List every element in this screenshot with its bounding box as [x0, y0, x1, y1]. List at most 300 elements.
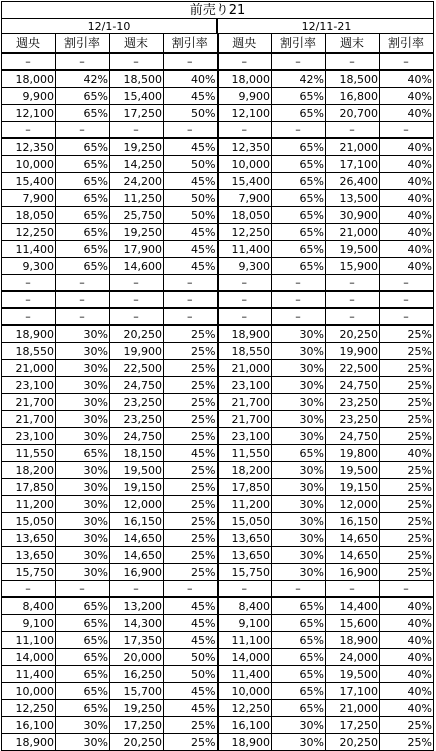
table-cell: 30%	[56, 377, 110, 394]
table-cell: 17,350	[110, 632, 164, 649]
table-cell: 12,250	[218, 700, 272, 717]
table-row	[2, 734, 434, 751]
table-cell: 30%	[56, 343, 110, 360]
table-cell: 45%	[164, 597, 218, 615]
table-cell: 40%	[380, 683, 434, 700]
table-cell: 25,750	[110, 207, 164, 224]
table-cell: 30%	[56, 428, 110, 445]
table-cell: 25%	[164, 411, 218, 428]
table-cell: 40%	[380, 649, 434, 666]
table-cell: –	[164, 275, 218, 292]
table-cell: 18,500	[110, 70, 164, 88]
table-cell: 18,550	[218, 343, 272, 360]
table-cell: 42%	[272, 70, 326, 88]
table-cell: 13,650	[2, 547, 56, 564]
table-cell: 20,700	[326, 105, 380, 122]
table-cell: –	[2, 275, 56, 292]
table-cell: 25%	[164, 462, 218, 479]
table-cell: 25%	[380, 547, 434, 564]
table-cell: 25%	[380, 394, 434, 411]
table-row	[2, 122, 434, 139]
table-cell: 8,400	[2, 597, 56, 615]
table-cell: 65%	[272, 224, 326, 241]
table-cell: 15,050	[218, 513, 272, 530]
fare-sheet	[1, 1, 434, 751]
table-cell: 45%	[164, 173, 218, 190]
table-cell: 15,750	[2, 564, 56, 581]
table-cell: 30,900	[326, 207, 380, 224]
table-cell: 25%	[380, 462, 434, 479]
table-cell: 25%	[164, 547, 218, 564]
table-row	[2, 479, 434, 496]
table-cell: –	[326, 308, 380, 325]
table-cell: 65%	[56, 173, 110, 190]
table-cell: 65%	[272, 700, 326, 717]
table-cell: 65%	[272, 138, 326, 156]
table-cell: –	[380, 53, 434, 70]
table-cell: 9,900	[2, 88, 56, 105]
table-cell: 40%	[380, 156, 434, 173]
table-cell: 65%	[272, 207, 326, 224]
table-cell: 26,400	[326, 173, 380, 190]
table-cell: 7,900	[218, 190, 272, 207]
table-cell: 25%	[380, 343, 434, 360]
table-cell: 11,200	[2, 496, 56, 513]
table-cell: 18,050	[218, 207, 272, 224]
table-cell: 50%	[164, 156, 218, 173]
table-cell: 30%	[56, 325, 110, 343]
table-cell: 15,600	[326, 615, 380, 632]
table-cell: 12,100	[2, 105, 56, 122]
table-cell: 65%	[272, 88, 326, 105]
table-cell: 25%	[380, 411, 434, 428]
table-cell: 42%	[56, 70, 110, 88]
table-cell: 45%	[164, 445, 218, 462]
table-cell: 23,100	[2, 428, 56, 445]
table-cell: 30%	[272, 496, 326, 513]
table-cell: 18,200	[2, 462, 56, 479]
table-cell: –	[2, 122, 56, 139]
table-cell: 17,900	[110, 241, 164, 258]
table-cell: –	[218, 291, 272, 308]
table-cell: 40%	[380, 700, 434, 717]
table-cell: 45%	[164, 224, 218, 241]
table-cell: 22,500	[110, 360, 164, 377]
table-cell: 25%	[380, 564, 434, 581]
table-cell: 17,850	[218, 479, 272, 496]
table-cell: 65%	[56, 190, 110, 207]
table-cell: 14,650	[110, 530, 164, 547]
table-row	[2, 224, 434, 241]
table-cell: 25%	[380, 734, 434, 751]
table-cell: 19,250	[110, 138, 164, 156]
table-cell: 30%	[272, 479, 326, 496]
table-cell: 25%	[380, 496, 434, 513]
table-cell: 45%	[164, 632, 218, 649]
table-cell: –	[2, 291, 56, 308]
table-cell: –	[326, 581, 380, 598]
table-cell: 25%	[380, 530, 434, 547]
table-row	[2, 597, 434, 615]
period-1-label: 12/1-10	[2, 19, 218, 34]
table-cell: –	[218, 53, 272, 70]
table-cell: 24,750	[110, 377, 164, 394]
table-row	[2, 241, 434, 258]
table-cell: 45%	[164, 683, 218, 700]
table-row	[2, 343, 434, 360]
table-cell: –	[218, 275, 272, 292]
sheet-title: 前売り21	[1, 1, 434, 18]
table-cell: 18,900	[218, 325, 272, 343]
table-row	[2, 156, 434, 173]
table-cell: 25%	[164, 325, 218, 343]
table-cell: 65%	[272, 173, 326, 190]
col-header-weekday-price: 週央	[218, 34, 272, 54]
table-cell: 24,200	[110, 173, 164, 190]
table-cell: 25%	[380, 428, 434, 445]
table-cell: 20,250	[110, 325, 164, 343]
table-cell: 12,350	[2, 138, 56, 156]
table-cell: –	[110, 122, 164, 139]
table-row	[2, 291, 434, 308]
table-cell: 25%	[164, 428, 218, 445]
table-cell: 21,000	[218, 360, 272, 377]
table-cell: 21,000	[326, 224, 380, 241]
table-cell: 45%	[164, 615, 218, 632]
table-cell: 30%	[272, 394, 326, 411]
table-cell: 8,400	[218, 597, 272, 615]
table-cell: 22,500	[326, 360, 380, 377]
table-row	[2, 496, 434, 513]
table-cell: –	[110, 53, 164, 70]
table-cell: –	[110, 308, 164, 325]
table-row	[2, 190, 434, 207]
table-cell: 30%	[272, 411, 326, 428]
table-cell: 19,500	[326, 462, 380, 479]
table-cell: 17,250	[326, 717, 380, 734]
table-cell: 14,400	[326, 597, 380, 615]
col-header-weekend-discount: 割引率	[164, 34, 218, 54]
table-cell: 30%	[272, 428, 326, 445]
table-cell: 65%	[56, 156, 110, 173]
table-cell: 40%	[380, 224, 434, 241]
table-cell: 12,100	[218, 105, 272, 122]
table-row	[2, 666, 434, 683]
table-cell: –	[380, 122, 434, 139]
table-cell: 18,150	[110, 445, 164, 462]
table-cell: 30%	[56, 462, 110, 479]
table-row	[2, 377, 434, 394]
table-cell: –	[326, 291, 380, 308]
table-cell: 30%	[56, 394, 110, 411]
table-cell: 9,300	[2, 258, 56, 275]
table-cell: 10,000	[2, 156, 56, 173]
table-cell: –	[218, 308, 272, 325]
table-cell: 65%	[56, 649, 110, 666]
table-cell: 11,400	[2, 666, 56, 683]
table-cell: 40%	[380, 70, 434, 88]
table-cell: 16,250	[110, 666, 164, 683]
table-cell: 11,200	[218, 496, 272, 513]
table-cell: 13,650	[2, 530, 56, 547]
table-cell: 20,000	[110, 649, 164, 666]
table-cell: 30%	[56, 411, 110, 428]
table-cell: 30%	[272, 343, 326, 360]
table-cell: 15,050	[2, 513, 56, 530]
table-cell: 40%	[380, 632, 434, 649]
table-cell: –	[272, 53, 326, 70]
table-cell: 16,100	[2, 717, 56, 734]
table-cell: 25%	[164, 717, 218, 734]
table-cell: 65%	[56, 138, 110, 156]
table-cell: 20,250	[326, 734, 380, 751]
table-cell: 65%	[56, 632, 110, 649]
table-row	[2, 462, 434, 479]
table-cell: 25%	[164, 394, 218, 411]
table-cell: 15,400	[110, 88, 164, 105]
table-cell: 21,700	[218, 411, 272, 428]
table-cell: –	[164, 308, 218, 325]
table-cell: 40%	[380, 190, 434, 207]
table-row	[2, 308, 434, 325]
table-cell: –	[272, 291, 326, 308]
table-row	[2, 581, 434, 598]
table-cell: 24,750	[110, 428, 164, 445]
table-cell: 40%	[380, 173, 434, 190]
table-row	[2, 564, 434, 581]
table-cell: 40%	[380, 207, 434, 224]
table-cell: 23,100	[218, 428, 272, 445]
table-cell: 11,550	[218, 445, 272, 462]
table-cell: 11,100	[2, 632, 56, 649]
table-row	[2, 394, 434, 411]
table-cell: 40%	[380, 445, 434, 462]
table-cell: 16,150	[326, 513, 380, 530]
table-cell: 10,000	[218, 683, 272, 700]
table-cell: 30%	[272, 530, 326, 547]
table-cell: 14,600	[110, 258, 164, 275]
table-cell: 11,400	[218, 241, 272, 258]
table-cell: –	[218, 581, 272, 598]
table-cell: 15,700	[110, 683, 164, 700]
table-cell: 65%	[272, 666, 326, 683]
table-row	[2, 53, 434, 70]
table-cell: 7,900	[2, 190, 56, 207]
table-cell: 65%	[56, 666, 110, 683]
table-cell: 15,900	[326, 258, 380, 275]
table-cell: –	[56, 122, 110, 139]
table-cell: 21,700	[2, 394, 56, 411]
table-cell: 65%	[56, 615, 110, 632]
table-cell: 25%	[164, 343, 218, 360]
table-cell: 19,250	[110, 700, 164, 717]
col-header-weekday-discount: 割引率	[56, 34, 110, 54]
table-cell: –	[2, 308, 56, 325]
table-row	[2, 615, 434, 632]
table-row	[2, 632, 434, 649]
table-cell: 30%	[56, 530, 110, 547]
table-cell: 9,900	[218, 88, 272, 105]
col-header-weekend-price: 週末	[110, 34, 164, 54]
table-cell: –	[56, 308, 110, 325]
table-cell: –	[380, 291, 434, 308]
table-row	[2, 275, 434, 292]
table-cell: 16,900	[326, 564, 380, 581]
table-cell: 23,100	[218, 377, 272, 394]
table-cell: 50%	[164, 649, 218, 666]
table-cell: 30%	[272, 734, 326, 751]
period-2-label: 12/11-21	[301, 20, 352, 33]
table-cell: 21,000	[2, 360, 56, 377]
table-cell: –	[326, 122, 380, 139]
table-row	[2, 360, 434, 377]
table-cell: 30%	[56, 496, 110, 513]
table-cell: 11,400	[2, 241, 56, 258]
table-cell: 11,550	[2, 445, 56, 462]
table-cell: –	[272, 122, 326, 139]
table-cell: 17,250	[110, 105, 164, 122]
table-cell: 9,300	[218, 258, 272, 275]
table-cell: 23,250	[110, 394, 164, 411]
table-row	[2, 70, 434, 88]
table-cell: 13,650	[218, 547, 272, 564]
table-row	[2, 138, 434, 156]
table-cell: 45%	[164, 700, 218, 717]
table-cell: 12,250	[2, 224, 56, 241]
table-cell: 16,900	[110, 564, 164, 581]
table-cell: 14,650	[110, 547, 164, 564]
table-cell: 40%	[380, 138, 434, 156]
table-cell: 45%	[164, 241, 218, 258]
table-cell: 16,800	[326, 88, 380, 105]
table-cell: 15,400	[2, 173, 56, 190]
table-cell: 65%	[56, 241, 110, 258]
table-cell: 65%	[272, 156, 326, 173]
table-cell: –	[110, 581, 164, 598]
table-cell: 25%	[164, 513, 218, 530]
table-cell: 14,000	[2, 649, 56, 666]
table-cell: 30%	[56, 513, 110, 530]
table-cell: 13,500	[326, 190, 380, 207]
table-cell: 15,400	[218, 173, 272, 190]
table-cell: 18,200	[218, 462, 272, 479]
table-cell: –	[56, 291, 110, 308]
table-row	[2, 700, 434, 717]
table-cell: 30%	[56, 734, 110, 751]
table-cell: 19,150	[110, 479, 164, 496]
table-cell: 23,250	[326, 411, 380, 428]
table-cell: –	[164, 291, 218, 308]
table-cell: 12,000	[326, 496, 380, 513]
table-cell: 50%	[164, 666, 218, 683]
table-cell: 18,500	[326, 70, 380, 88]
table-row	[2, 547, 434, 564]
table-cell: –	[326, 275, 380, 292]
table-cell: –	[56, 53, 110, 70]
table-cell: 25%	[380, 717, 434, 734]
table-cell: 25%	[164, 734, 218, 751]
table-cell: 40%	[164, 70, 218, 88]
table-cell: 17,850	[2, 479, 56, 496]
table-row	[2, 258, 434, 275]
table-cell: 30%	[272, 547, 326, 564]
table-cell: 65%	[272, 615, 326, 632]
table-cell: 65%	[56, 445, 110, 462]
table-cell: 50%	[164, 207, 218, 224]
table-row	[2, 445, 434, 462]
table-cell: 10,000	[2, 683, 56, 700]
table-cell: 30%	[272, 360, 326, 377]
table-row	[2, 530, 434, 547]
table-cell: 45%	[164, 88, 218, 105]
table-cell: 11,100	[218, 632, 272, 649]
table-cell: 40%	[380, 241, 434, 258]
table-cell: 25%	[380, 513, 434, 530]
table-cell: 25%	[164, 479, 218, 496]
table-cell: 65%	[56, 700, 110, 717]
table-cell: 21,700	[2, 411, 56, 428]
table-cell: 30%	[56, 564, 110, 581]
table-cell: 21,000	[326, 138, 380, 156]
table-cell: 11,400	[218, 666, 272, 683]
table-cell: –	[164, 53, 218, 70]
table-row	[2, 88, 434, 105]
table-cell: 18,050	[2, 207, 56, 224]
table-cell: 25%	[380, 360, 434, 377]
table-row	[2, 325, 434, 343]
table-cell: 40%	[380, 666, 434, 683]
table-cell: 12,000	[110, 496, 164, 513]
table-cell: 24,750	[326, 377, 380, 394]
table-cell: 40%	[380, 258, 434, 275]
table-cell: 65%	[56, 258, 110, 275]
fare-table	[1, 33, 434, 751]
table-cell: 20,250	[110, 734, 164, 751]
table-cell: 30%	[56, 479, 110, 496]
table-cell: 25%	[164, 564, 218, 581]
table-cell: 65%	[272, 632, 326, 649]
table-cell: 65%	[272, 683, 326, 700]
table-cell: 18,900	[326, 632, 380, 649]
table-cell: 16,150	[110, 513, 164, 530]
table-cell: 65%	[56, 597, 110, 615]
table-cell: 16,100	[218, 717, 272, 734]
table-cell: 65%	[272, 445, 326, 462]
table-cell: 65%	[272, 258, 326, 275]
col-header-weekday-discount: 割引率	[272, 34, 326, 54]
table-cell: –	[110, 291, 164, 308]
table-cell: –	[272, 308, 326, 325]
table-cell: 19,150	[326, 479, 380, 496]
table-cell: 30%	[272, 377, 326, 394]
table-cell: 25%	[164, 530, 218, 547]
table-cell: –	[272, 275, 326, 292]
table-cell: –	[56, 581, 110, 598]
table-cell: 12,250	[2, 700, 56, 717]
fare-rows	[2, 53, 434, 751]
table-cell: 24,000	[326, 649, 380, 666]
table-cell: 14,650	[326, 530, 380, 547]
table-cell: –	[380, 308, 434, 325]
table-cell: 40%	[380, 615, 434, 632]
table-cell: 18,000	[2, 70, 56, 88]
table-cell: –	[380, 275, 434, 292]
table-cell: 30%	[56, 717, 110, 734]
table-row	[2, 513, 434, 530]
table-row	[2, 105, 434, 122]
table-cell: 18,900	[218, 734, 272, 751]
table-cell: 18,000	[218, 70, 272, 88]
